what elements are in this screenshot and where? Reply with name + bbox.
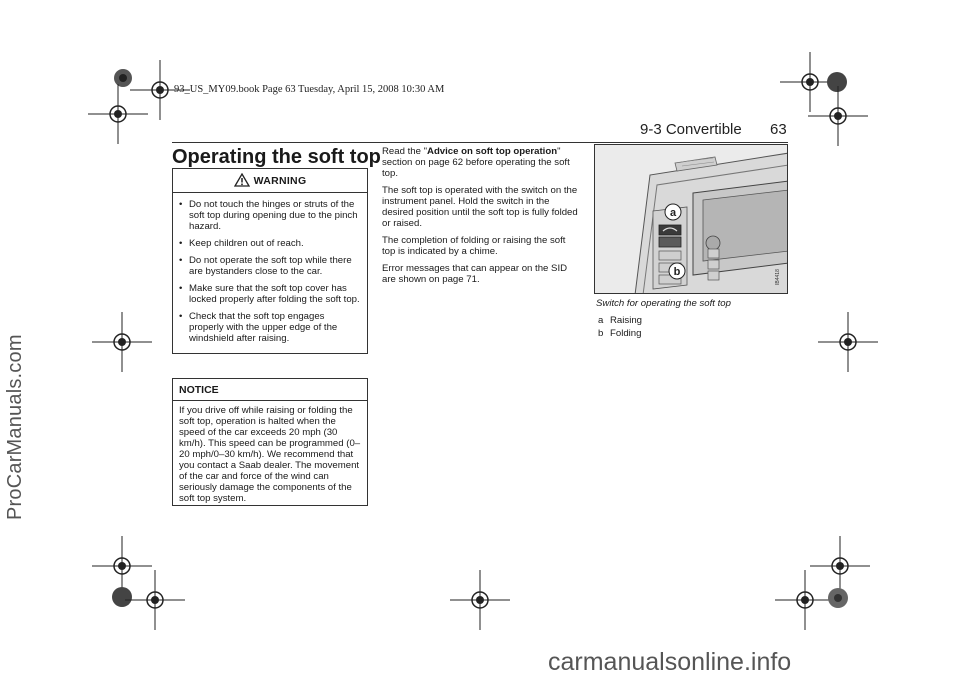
notice-text: If you drive off while raising or folding the soft top, operation is halted when the speed of the car exceeds 20 mph (30 km/h). This speed can be programmed (0–20 mph/0–30 km/h). We recommend that you contact a Saab dealer. The movement of the car and force of the wind can seriously damage the components of the soft top system. <box>179 405 361 504</box>
body-text-run: " section on page 62 before operating the soft top. <box>382 146 570 179</box>
legend-key: a <box>598 315 604 326</box>
notice-title: NOTICE <box>179 384 219 396</box>
warning-list <box>179 199 361 350</box>
watermark-bottom: carmanualsonline.info <box>548 648 792 676</box>
legend-item <box>598 314 642 327</box>
legend-text: Folding <box>610 328 642 339</box>
dashboard-illustration <box>595 145 788 294</box>
body-paragraph <box>382 146 578 179</box>
figure-caption: Switch for operating the soft top <box>596 298 731 309</box>
file-stamp: 93_US_MY09.book Page 63 Tuesday, April 15, 2008 10:30 AM <box>174 84 445 95</box>
registration-mark-right-top <box>808 86 868 146</box>
page-heading: Operating the soft top <box>172 146 381 168</box>
body-text-run: Read the " <box>382 146 428 157</box>
warning-item: • Do not operate the soft top while there are bystanders close to the car. <box>179 255 361 277</box>
page-number: 63 <box>770 121 787 138</box>
body-paragraph: The soft top is operated with the switch on the instrument panel. Hold the switch in the desired position until the soft top is fully folded or raised. <box>382 185 578 229</box>
warning-divider <box>173 192 367 193</box>
header-rule <box>172 142 788 143</box>
callout-b: b <box>673 266 681 278</box>
notice-divider <box>173 400 367 401</box>
legend-text: Raising <box>610 315 642 326</box>
registration-mark-bottom-left-2 <box>125 570 185 630</box>
registration-mark-left-top <box>88 84 148 144</box>
figure-legend <box>598 314 642 340</box>
registration-mark-bottom-center <box>450 570 510 630</box>
legend-key: b <box>598 328 604 339</box>
warning-header <box>173 173 367 187</box>
notice-box <box>172 378 368 506</box>
figure-code: IB4418 <box>775 269 781 285</box>
warning-item: • Make sure that the soft top cover has locked properly after folding the soft top. <box>179 283 361 305</box>
warning-box <box>172 168 368 354</box>
switch-illustration <box>594 144 788 294</box>
body-paragraph: The completion of folding or raising the soft top is indicated by a chime. <box>382 235 566 257</box>
body-paragraph: Error messages that can appear on the SID are shown on page 71. <box>382 263 568 285</box>
section-title: 9-3 Convertible <box>640 121 742 138</box>
body-text <box>382 146 578 291</box>
warning-item: • Do not touch the hinges or struts of the soft top during opening due to the pinch hazard. <box>179 199 361 232</box>
advice-reference: Advice on soft top operation <box>427 146 558 157</box>
warning-item: • Check that the soft top engages properly with the upper edge of the windshield after raising. <box>179 311 361 344</box>
callout-a: a <box>669 207 677 219</box>
watermark-left: ProCarManuals.com <box>4 334 26 520</box>
legend-item <box>598 327 642 340</box>
registration-mark-left-middle <box>92 312 152 372</box>
warning-item: • Keep children out of reach. <box>179 238 361 249</box>
registration-mark-bottom-right-gray <box>826 586 850 610</box>
warning-triangle-icon <box>234 173 250 187</box>
warning-title: WARNING <box>253 175 307 187</box>
registration-mark-right-middle <box>818 312 878 372</box>
